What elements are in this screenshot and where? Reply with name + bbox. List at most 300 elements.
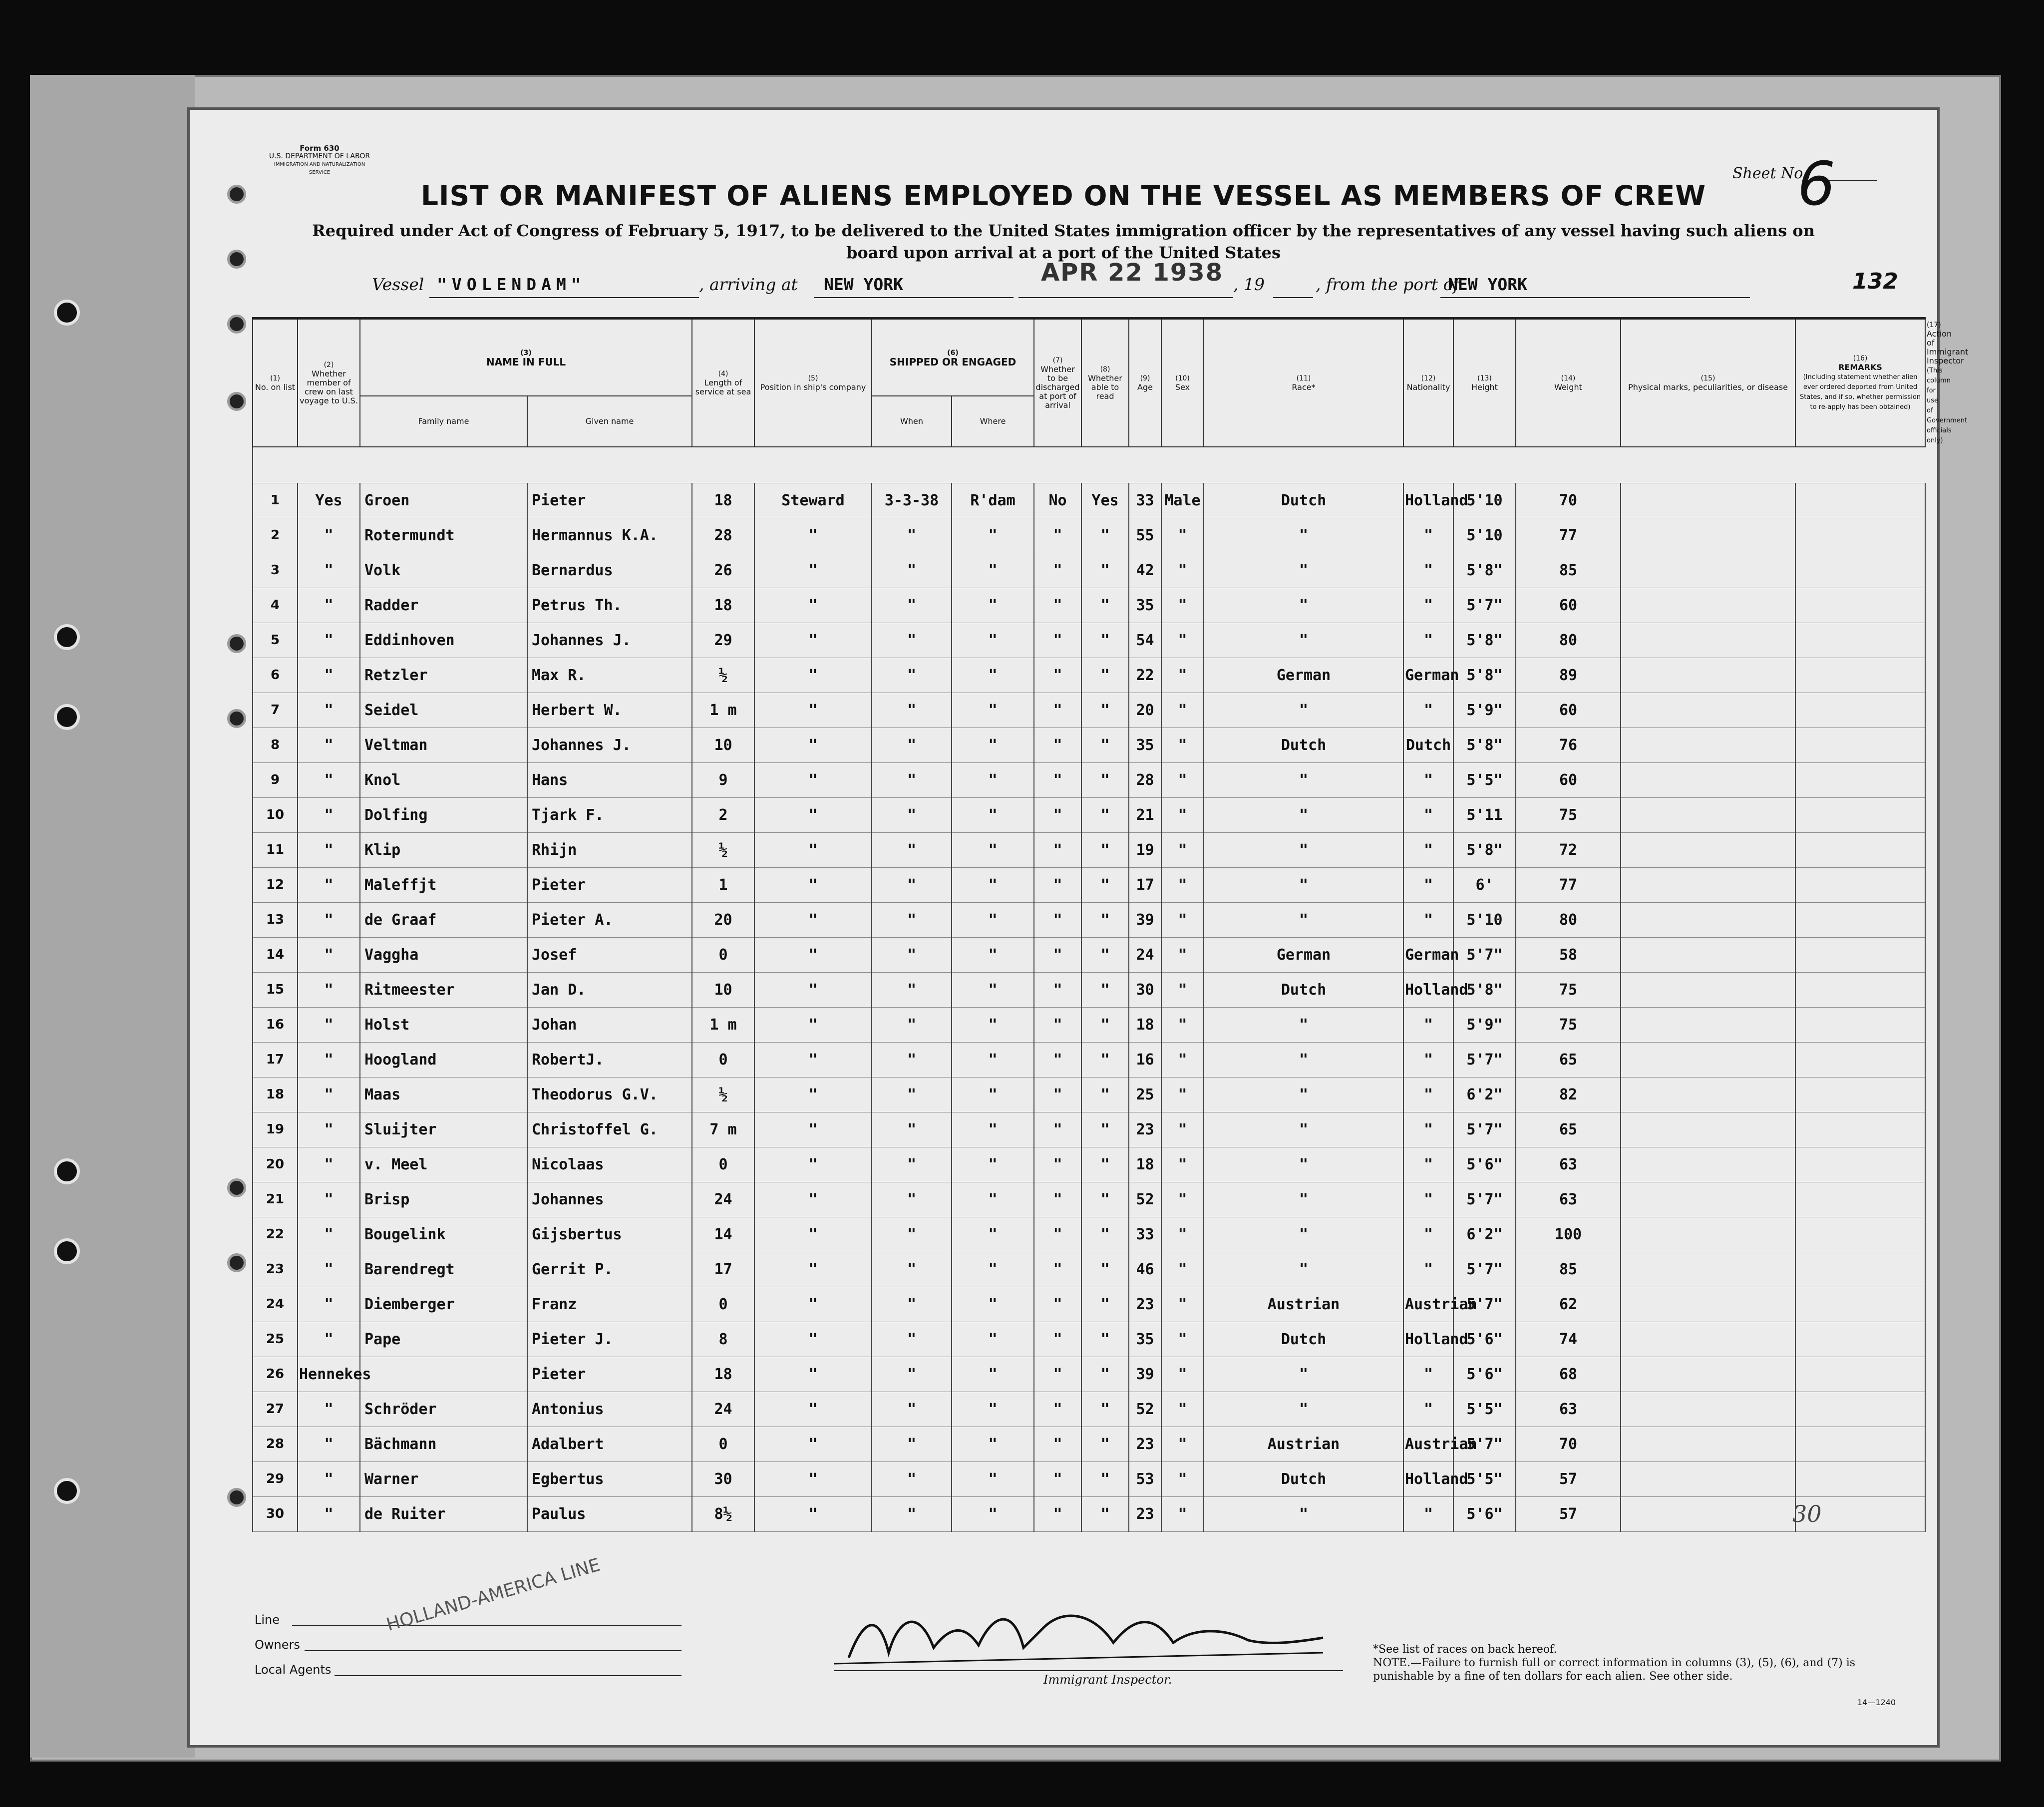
cell-age: 16 — [1129, 1042, 1161, 1077]
line-label: Line — [255, 1613, 280, 1627]
cell-height: 5'5" — [1453, 1461, 1516, 1496]
cell-sex: " — [1161, 1322, 1204, 1357]
cell-able-read: " — [1081, 867, 1129, 902]
cell-family-name: Brisp — [360, 1182, 527, 1217]
cell-race: " — [1204, 797, 1403, 832]
cell-family-name — [360, 1357, 527, 1392]
cell-nationality: German — [1403, 937, 1453, 972]
cell-weight: 89 — [1516, 658, 1621, 693]
cell-physical-marks — [1621, 1112, 1795, 1147]
cell-given-name: Hermannus K.A. — [527, 518, 692, 553]
cell-weight: 85 — [1516, 553, 1621, 588]
cell-nationality: " — [1403, 1217, 1453, 1252]
cell-age: 19 — [1129, 832, 1161, 867]
cell-where: " — [952, 1077, 1034, 1112]
cell-last-voyage: " — [298, 518, 360, 553]
page-hole — [227, 1488, 246, 1507]
reference-number: 132 — [1852, 269, 1898, 294]
date-stamp: APR 22 1938 — [1041, 259, 1224, 287]
cell-nationality: " — [1403, 588, 1453, 623]
cell-able-read: " — [1081, 762, 1129, 797]
cell-remarks — [1795, 1007, 1925, 1042]
cell-when: " — [872, 797, 952, 832]
cell-last-voyage: " — [298, 658, 360, 693]
cell-weight: 80 — [1516, 902, 1621, 937]
vessel-label: Vessel — [372, 275, 424, 294]
cell-age: 39 — [1129, 902, 1161, 937]
cell-discharged: " — [1034, 693, 1081, 727]
cell-height: 5'7" — [1453, 937, 1516, 972]
cell-last-voyage: " — [298, 623, 360, 658]
cell-no: 6 — [253, 658, 298, 693]
cell-where: " — [952, 1147, 1034, 1182]
cell-age: 46 — [1129, 1252, 1161, 1287]
cell-length-service: 28 — [692, 518, 754, 553]
cell-able-read: " — [1081, 693, 1129, 727]
cell-where: " — [952, 1322, 1034, 1357]
cell-where: " — [952, 693, 1034, 727]
cell-length-service: 24 — [692, 1182, 754, 1217]
cell-where: " — [952, 1042, 1034, 1077]
cell-sex: " — [1161, 867, 1204, 902]
cell-age: 25 — [1129, 1077, 1161, 1112]
cell-physical-marks — [1621, 972, 1795, 1007]
punch-hole — [54, 1158, 80, 1184]
cell-no: 13 — [253, 902, 298, 937]
cell-discharged: " — [1034, 727, 1081, 762]
cell-height: 5'7" — [1453, 1252, 1516, 1287]
cell-height: 5'5" — [1453, 762, 1516, 797]
cell-when: " — [872, 1182, 952, 1217]
cell-physical-marks — [1621, 1217, 1795, 1252]
cell-physical-marks — [1621, 1392, 1795, 1427]
cell-last-voyage: " — [298, 1042, 360, 1077]
penalty-note: NOTE.—Failure to furnish full or correct information in columns (3), (5), (6), and (7) is punishable by a fine of ten dollars for each alien. See other side. — [1373, 1657, 1856, 1683]
cell-family-name: Groen — [360, 483, 527, 518]
cell-position: " — [754, 658, 872, 693]
cell-weight: 85 — [1516, 1252, 1621, 1287]
table-row — [253, 1147, 1925, 1182]
cell-length-service: 8½ — [692, 1496, 754, 1531]
cell-race: " — [1204, 1496, 1403, 1531]
cell-age: 18 — [1129, 1147, 1161, 1182]
cell-height: 5'8" — [1453, 832, 1516, 867]
cell-race: " — [1204, 1112, 1403, 1147]
cell-discharged: No — [1034, 483, 1081, 518]
cell-physical-marks — [1621, 588, 1795, 623]
cell-age: 22 — [1129, 658, 1161, 693]
cell-where: " — [952, 623, 1034, 658]
cell-race: " — [1204, 693, 1403, 727]
cell-last-voyage: " — [298, 867, 360, 902]
cell-weight: 70 — [1516, 1427, 1621, 1461]
table-row — [253, 1357, 1925, 1392]
cell-race: " — [1204, 1252, 1403, 1287]
cell-discharged: " — [1034, 1357, 1081, 1392]
from-underline — [1440, 297, 1750, 298]
cell-no: 11 — [253, 832, 298, 867]
cell-position: " — [754, 797, 872, 832]
cell-remarks — [1795, 1322, 1925, 1357]
cell-last-voyage: " — [298, 727, 360, 762]
cell-given-name: Pieter — [527, 483, 692, 518]
cell-nationality: " — [1403, 1007, 1453, 1042]
cell-remarks — [1795, 1357, 1925, 1392]
cell-height: 5'6" — [1453, 1357, 1516, 1392]
cell-age: 54 — [1129, 623, 1161, 658]
cell-physical-marks — [1621, 832, 1795, 867]
arriving-port: NEW YORK — [824, 275, 903, 294]
cell-able-read: " — [1081, 553, 1129, 588]
cell-last-voyage: " — [298, 1392, 360, 1427]
cell-family-name: Vaggha — [360, 937, 527, 972]
cell-last-voyage: Hennekes — [298, 1357, 360, 1392]
cell-when: " — [872, 1217, 952, 1252]
cell-height: 5'7" — [1453, 1182, 1516, 1217]
cell-discharged: " — [1034, 1112, 1081, 1147]
cell-family-name: Eddinhoven — [360, 623, 527, 658]
cell-when: " — [872, 553, 952, 588]
cell-nationality: " — [1403, 1112, 1453, 1147]
cell-no: 25 — [253, 1322, 298, 1357]
cell-race: " — [1204, 1147, 1403, 1182]
cell-given-name: Gijsbertus — [527, 1217, 692, 1252]
cell-length-service: 30 — [692, 1461, 754, 1496]
cell-no: 28 — [253, 1427, 298, 1461]
cell-sex: " — [1161, 1217, 1204, 1252]
cell-remarks — [1795, 1461, 1925, 1496]
cell-nationality: " — [1403, 1182, 1453, 1217]
cell-nationality: Dutch — [1403, 727, 1453, 762]
cell-where: " — [952, 727, 1034, 762]
cell-given-name: Rhijn — [527, 832, 692, 867]
cell-no: 8 — [253, 727, 298, 762]
cell-sex: " — [1161, 1182, 1204, 1217]
cell-weight: 75 — [1516, 797, 1621, 832]
cell-able-read: " — [1081, 658, 1129, 693]
cell-weight: 100 — [1516, 1217, 1621, 1252]
cell-age: 23 — [1129, 1496, 1161, 1531]
cell-when: " — [872, 727, 952, 762]
cell-when: " — [872, 1461, 952, 1496]
cell-position: " — [754, 1496, 872, 1531]
cell-discharged: " — [1034, 972, 1081, 1007]
table-row — [253, 1287, 1925, 1322]
cell-where: " — [952, 1007, 1034, 1042]
table-row — [253, 727, 1925, 762]
cell-able-read: " — [1081, 902, 1129, 937]
cell-able-read: " — [1081, 623, 1129, 658]
cell-height: 5'10 — [1453, 902, 1516, 937]
header-height: (13) Height — [1453, 319, 1516, 447]
cell-no: 26 — [253, 1357, 298, 1392]
sheet-label: Sheet No. — [1732, 165, 1808, 182]
cell-last-voyage: " — [298, 1182, 360, 1217]
cell-length-service: 17 — [692, 1252, 754, 1287]
page-hole — [227, 1178, 246, 1197]
cell-given-name: Paulus — [527, 1496, 692, 1531]
cell-given-name: Tjark F. — [527, 797, 692, 832]
cell-where: " — [952, 1182, 1034, 1217]
cell-physical-marks — [1621, 623, 1795, 658]
cell-physical-marks — [1621, 658, 1795, 693]
cell-age: 21 — [1129, 797, 1161, 832]
cell-race: " — [1204, 1392, 1403, 1427]
cell-nationality: " — [1403, 553, 1453, 588]
cell-position: " — [754, 1042, 872, 1077]
cell-when: " — [872, 658, 952, 693]
cell-race: German — [1204, 658, 1403, 693]
cell-nationality: " — [1403, 1252, 1453, 1287]
cell-height: 5'7" — [1453, 1427, 1516, 1461]
cell-age: 53 — [1129, 1461, 1161, 1496]
cell-no: 4 — [253, 588, 298, 623]
cell-age: 20 — [1129, 693, 1161, 727]
cell-position: " — [754, 1357, 872, 1392]
cell-race: " — [1204, 832, 1403, 867]
header-nationality: (12) Nationality — [1403, 319, 1453, 447]
cell-when: " — [872, 1147, 952, 1182]
table-row — [253, 902, 1925, 937]
cell-weight: 80 — [1516, 623, 1621, 658]
cell-physical-marks — [1621, 1496, 1795, 1531]
cell-nationality: Holland — [1403, 972, 1453, 1007]
cell-height: 5'9" — [1453, 693, 1516, 727]
table-row — [253, 762, 1925, 797]
cell-height: 5'8" — [1453, 658, 1516, 693]
cell-discharged: " — [1034, 1287, 1081, 1322]
cell-where: " — [952, 1427, 1034, 1461]
service-name: IMMIGRATION AND NATURALIZATION SERVICE — [274, 162, 365, 175]
cell-height: 5'10 — [1453, 518, 1516, 553]
cell-length-service: 18 — [692, 1357, 754, 1392]
cell-last-voyage: " — [298, 1007, 360, 1042]
cell-race: " — [1204, 762, 1403, 797]
cell-race: " — [1204, 1217, 1403, 1252]
cell-discharged: " — [1034, 1182, 1081, 1217]
cell-position: " — [754, 1112, 872, 1147]
cell-when: " — [872, 867, 952, 902]
cell-able-read: " — [1081, 1147, 1129, 1182]
header-weight: (14) Weight — [1516, 319, 1621, 447]
cell-weight: 65 — [1516, 1112, 1621, 1147]
page-hole — [227, 250, 246, 269]
cell-sex: " — [1161, 937, 1204, 972]
cell-race: " — [1204, 588, 1403, 623]
cell-height: 5'10 — [1453, 483, 1516, 518]
cell-length-service: 0 — [692, 1427, 754, 1461]
cell-where: " — [952, 972, 1034, 1007]
cell-remarks — [1795, 1077, 1925, 1112]
cell-given-name: Johannes J. — [527, 623, 692, 658]
cell-remarks — [1795, 937, 1925, 972]
cell-position: " — [754, 1007, 872, 1042]
header-family-name: Family name — [360, 396, 527, 447]
cell-weight: 62 — [1516, 1287, 1621, 1322]
cell-last-voyage: Yes — [298, 483, 360, 518]
cell-age: 30 — [1129, 972, 1161, 1007]
cell-remarks — [1795, 483, 1925, 518]
cell-sex: " — [1161, 1147, 1204, 1182]
cell-able-read: " — [1081, 1042, 1129, 1077]
cell-race: Dutch — [1204, 727, 1403, 762]
cell-remarks — [1795, 623, 1925, 658]
cell-nationality: Holland — [1403, 1461, 1453, 1496]
header-age: (9) Age — [1129, 319, 1161, 447]
cell-height: 6'2" — [1453, 1217, 1516, 1252]
cell-able-read: " — [1081, 797, 1129, 832]
table-row — [253, 1217, 1925, 1252]
cell-discharged: " — [1034, 832, 1081, 867]
cell-sex: " — [1161, 1252, 1204, 1287]
cell-height: 5'9" — [1453, 1007, 1516, 1042]
cell-no: 7 — [253, 693, 298, 727]
cell-sex: " — [1161, 762, 1204, 797]
table-row — [253, 658, 1925, 693]
cell-height: 6' — [1453, 867, 1516, 902]
line-underline — [292, 1625, 681, 1626]
cell-weight: 60 — [1516, 588, 1621, 623]
cell-discharged: " — [1034, 658, 1081, 693]
header-given-name: Given name — [527, 396, 692, 447]
cell-given-name: Gerrit P. — [527, 1252, 692, 1287]
cell-able-read: " — [1081, 1112, 1129, 1147]
cell-height: 5'6" — [1453, 1496, 1516, 1531]
cell-able-read: " — [1081, 1217, 1129, 1252]
table-row — [253, 1077, 1925, 1112]
cell-when: " — [872, 762, 952, 797]
cell-physical-marks — [1621, 1042, 1795, 1077]
cell-nationality: " — [1403, 762, 1453, 797]
cell-able-read: " — [1081, 1007, 1129, 1042]
cell-sex: " — [1161, 1496, 1204, 1531]
cell-position: " — [754, 1392, 872, 1427]
cell-length-service: 10 — [692, 727, 754, 762]
cell-nationality: Austrian — [1403, 1427, 1453, 1461]
cell-physical-marks — [1621, 1357, 1795, 1392]
cell-race: Austrian — [1204, 1427, 1403, 1461]
cell-given-name: Theodorus G.V. — [527, 1077, 692, 1112]
cell-no: 22 — [253, 1217, 298, 1252]
cell-family-name: Retzler — [360, 658, 527, 693]
cell-last-voyage: " — [298, 1461, 360, 1496]
punch-hole — [54, 1238, 80, 1264]
cell-position: " — [754, 902, 872, 937]
cell-remarks — [1795, 902, 1925, 937]
cell-family-name: Holst — [360, 1007, 527, 1042]
cell-position: " — [754, 1252, 872, 1287]
cell-nationality: Austrian — [1403, 1287, 1453, 1322]
page-hole — [227, 709, 246, 728]
cell-last-voyage: " — [298, 797, 360, 832]
cell-family-name: Knol — [360, 762, 527, 797]
cell-age: 28 — [1129, 762, 1161, 797]
punch-hole — [54, 1478, 80, 1504]
cell-remarks — [1795, 693, 1925, 727]
cell-no: 5 — [253, 623, 298, 658]
cell-last-voyage: " — [298, 902, 360, 937]
cell-nationality: " — [1403, 1357, 1453, 1392]
cell-length-service: 14 — [692, 1217, 754, 1252]
cell-height: 5'7" — [1453, 1112, 1516, 1147]
cell-when: " — [872, 1496, 952, 1531]
cell-height: 6'2" — [1453, 1077, 1516, 1112]
cell-age: 23 — [1129, 1427, 1161, 1461]
cell-discharged: " — [1034, 1077, 1081, 1112]
cell-length-service: 9 — [692, 762, 754, 797]
cell-where: " — [952, 1217, 1034, 1252]
cell-position: " — [754, 937, 872, 972]
cell-given-name: Egbertus — [527, 1461, 692, 1496]
cell-family-name: Sluijter — [360, 1112, 527, 1147]
cell-no: 10 — [253, 797, 298, 832]
cell-length-service: 0 — [692, 1147, 754, 1182]
cell-physical-marks — [1621, 902, 1795, 937]
cell-race: " — [1204, 1182, 1403, 1217]
cell-sex: Male — [1161, 483, 1204, 518]
cell-nationality: " — [1403, 1392, 1453, 1427]
cell-race: " — [1204, 1357, 1403, 1392]
cell-remarks — [1795, 1217, 1925, 1252]
inspector-signature — [834, 1598, 1343, 1673]
cell-nationality: " — [1403, 623, 1453, 658]
cell-physical-marks — [1621, 727, 1795, 762]
cell-remarks — [1795, 1252, 1925, 1287]
cell-where: " — [952, 1496, 1034, 1531]
cell-age: 35 — [1129, 727, 1161, 762]
cell-family-name: Diemberger — [360, 1287, 527, 1322]
cell-sex: " — [1161, 1077, 1204, 1112]
cell-sex: " — [1161, 1112, 1204, 1147]
cell-able-read: " — [1081, 1427, 1129, 1461]
cell-able-read: " — [1081, 1461, 1129, 1496]
cell-position: " — [754, 1461, 872, 1496]
cell-given-name: Josef — [527, 937, 692, 972]
cell-when: " — [872, 1357, 952, 1392]
cell-weight: 72 — [1516, 832, 1621, 867]
arriving-underline — [814, 297, 1014, 298]
page-hole — [227, 1253, 246, 1272]
table-row — [253, 483, 1925, 518]
cell-no: 16 — [253, 1007, 298, 1042]
cell-physical-marks — [1621, 762, 1795, 797]
cell-when: " — [872, 588, 952, 623]
cell-position: " — [754, 1182, 872, 1217]
cell-length-service: 1 m — [692, 693, 754, 727]
cell-when: " — [872, 1007, 952, 1042]
cell-family-name: Volk — [360, 553, 527, 588]
cell-age: 35 — [1129, 1322, 1161, 1357]
cell-length-service: 1 — [692, 867, 754, 902]
cell-family-name: v. Meel — [360, 1147, 527, 1182]
cell-given-name: Christoffel G. — [527, 1112, 692, 1147]
cell-family-name: Bächmann — [360, 1427, 527, 1461]
cell-physical-marks — [1621, 1077, 1795, 1112]
cell-remarks — [1795, 1427, 1925, 1461]
table-row — [253, 972, 1925, 1007]
owners-underline — [305, 1650, 681, 1651]
vessel-underline — [429, 297, 699, 298]
cell-position: " — [754, 762, 872, 797]
header-position: (5) Position in ship's company — [754, 319, 872, 447]
cell-given-name: Johannes J. — [527, 727, 692, 762]
cell-able-read: " — [1081, 1287, 1129, 1322]
cell-length-service: 0 — [692, 937, 754, 972]
cell-weight: 82 — [1516, 1077, 1621, 1112]
cell-family-name: Pape — [360, 1322, 527, 1357]
inspector-label: Immigrant Inspector. — [1043, 1673, 1172, 1687]
cell-weight: 74 — [1516, 1322, 1621, 1357]
